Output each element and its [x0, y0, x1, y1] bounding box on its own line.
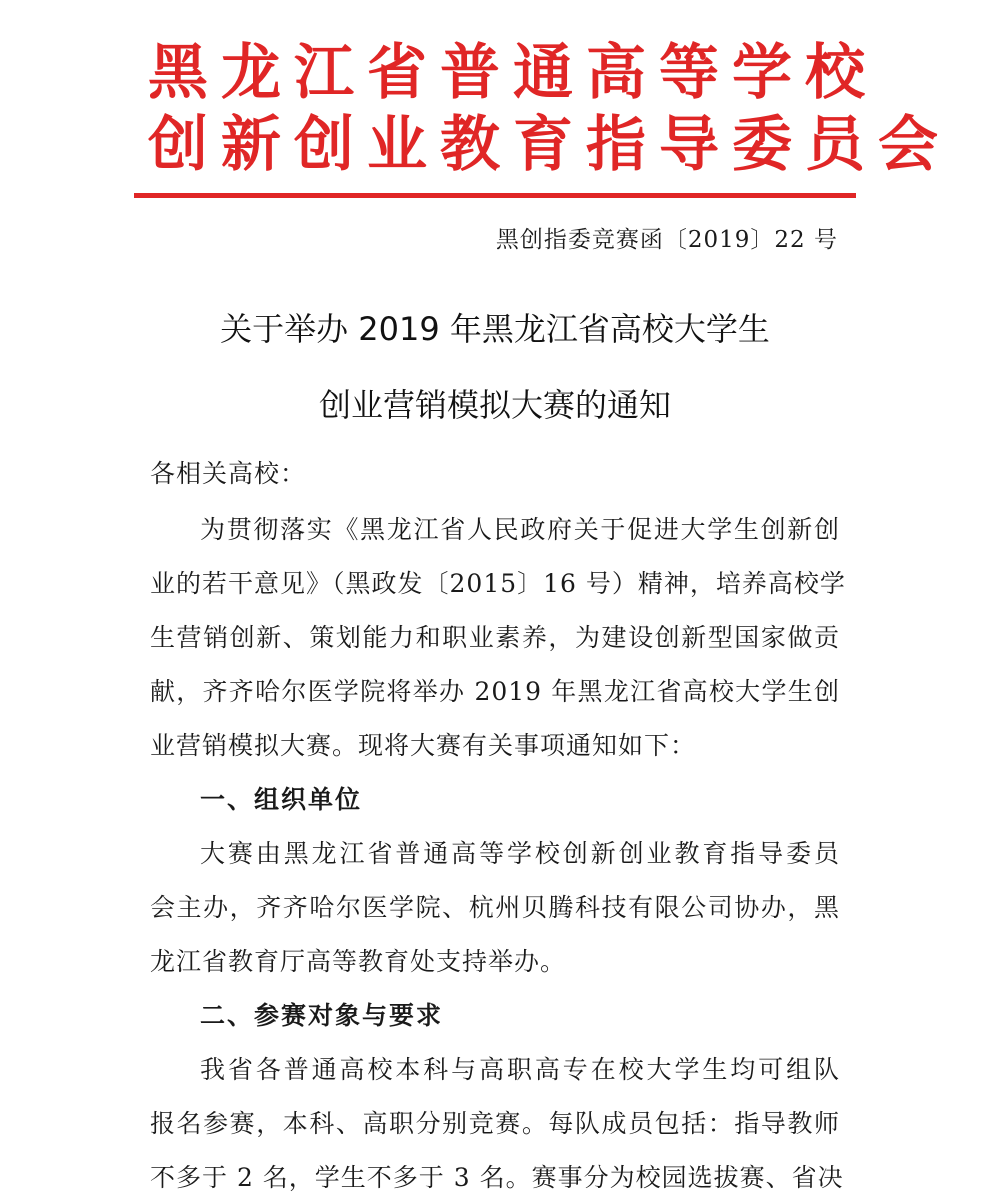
document-number: 黑创指委竞赛函〔2019〕22 号: [495, 227, 838, 253]
section-1-line-3: 龙江省教育厅高等教育处支持举办。: [150, 947, 567, 976]
section-heading-participants: 二、参赛对象与要求: [200, 1001, 444, 1030]
document-title-line-2: 创业营销模拟大赛的通知: [318, 386, 671, 424]
section-2-line-3: 不多于 2 名，学生不多于 3 名。赛事分为校园选拔赛、省决: [150, 1163, 844, 1192]
intro-line-4: 献，齐齐哈尔医学院将举办 2019 年黑龙江省高校大学生创: [150, 677, 840, 706]
letterhead-divider: [134, 193, 856, 198]
intro-line-3: 生营销创新、策划能力和职业素养，为建设创新型国家做贡: [150, 623, 840, 652]
document-title-line-1: 关于举办 2019 年黑龙江省高校大学生: [220, 310, 770, 348]
intro-line-5: 业营销模拟大赛。现将大赛有关事项通知如下：: [150, 731, 697, 760]
section-heading-organizers: 一、组织单位: [200, 785, 363, 814]
section-2-line-2: 报名参赛，本科、高职分别竞赛。每队成员包括：指导教师: [150, 1109, 840, 1138]
letterhead-org-line-1: 黑龙江省普通高等学校: [148, 38, 878, 108]
section-2-line-1: 我省各普通高校本科与高职高专在校大学生均可组队: [200, 1055, 840, 1084]
section-1-line-2: 会主办，齐齐哈尔医学院、杭州贝腾科技有限公司协办，黑: [150, 893, 840, 922]
section-1-line-1: 大赛由黑龙江省普通高等学校创新创业教育指导委员: [200, 839, 840, 868]
intro-line-1: 为贯彻落实《黑龙江省人民政府关于促进大学生创新创: [200, 515, 840, 544]
salutation: 各相关高校：: [150, 459, 307, 488]
letterhead-org-line-2: 创新创业教育指导委员会: [148, 110, 951, 180]
intro-line-2: 业的若干意见》（黑政发〔2015〕16 号）精神，培养高校学: [150, 569, 846, 598]
